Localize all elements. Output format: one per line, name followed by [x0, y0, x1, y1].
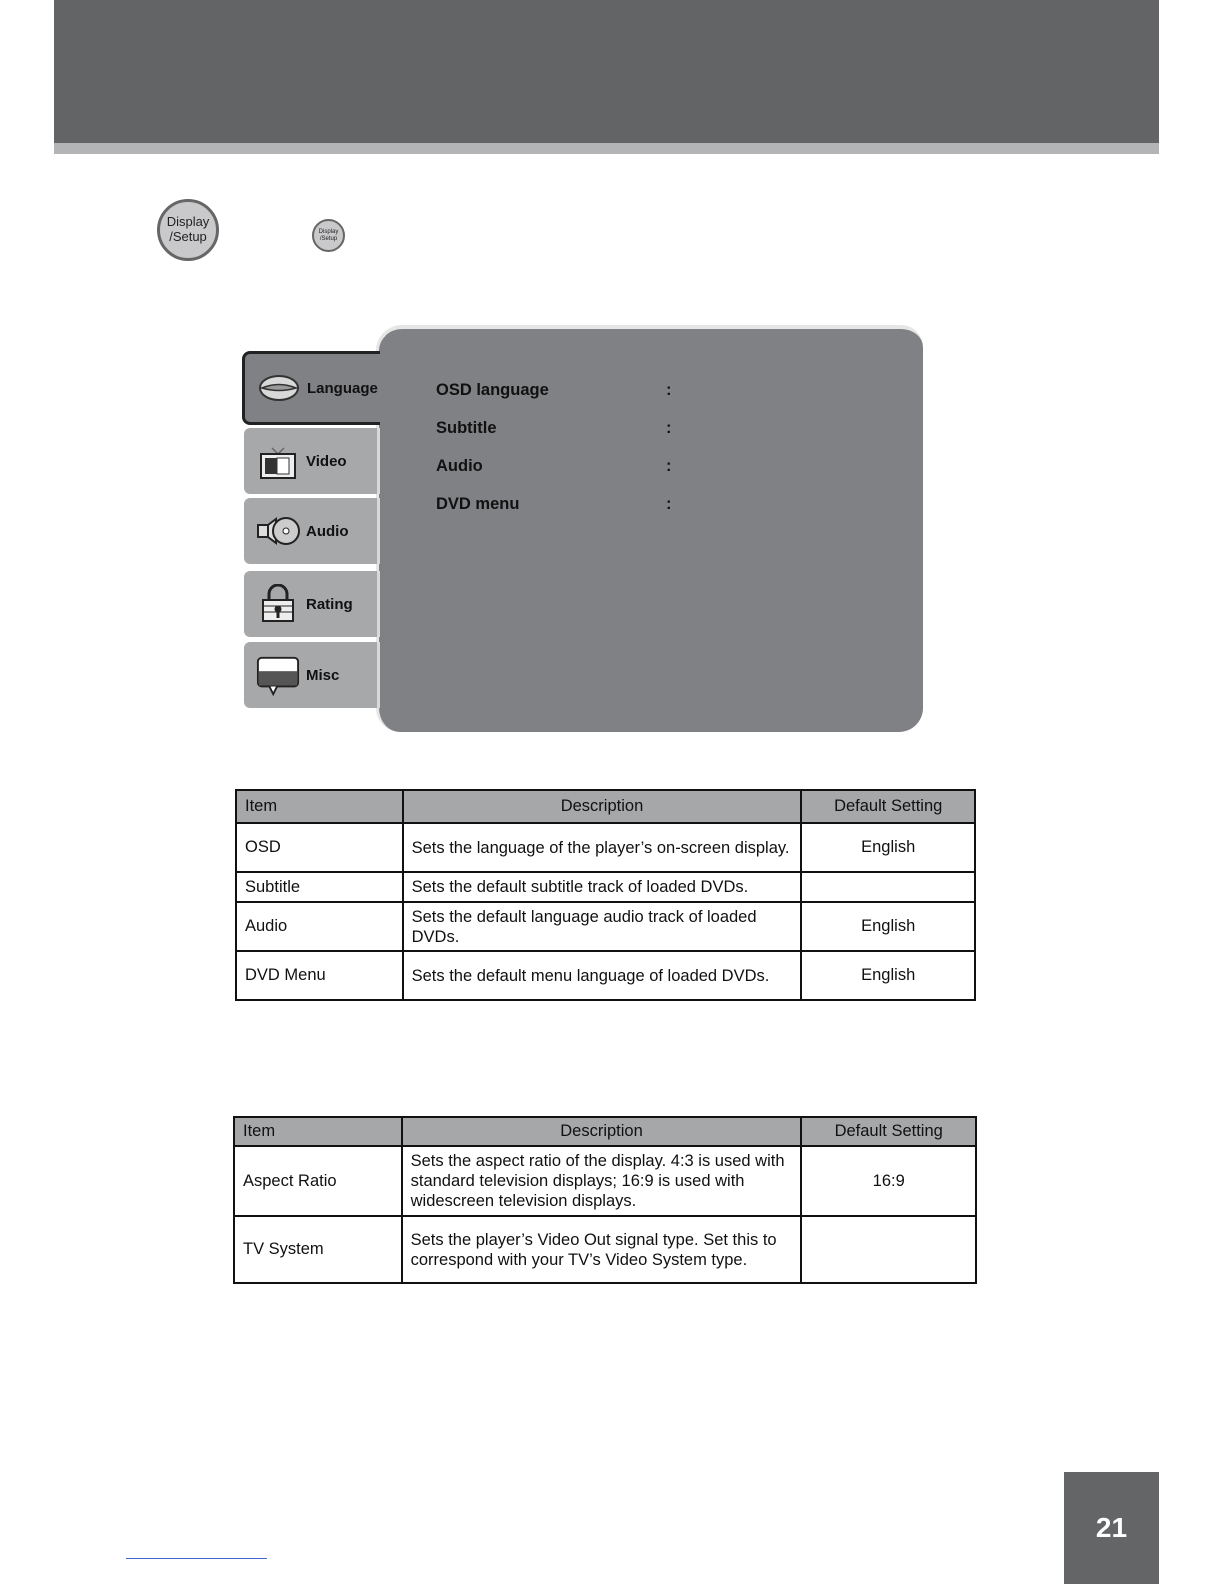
- cell-default: English: [801, 823, 975, 872]
- cell-item: Aspect Ratio: [234, 1146, 402, 1216]
- lips-icon: [257, 368, 301, 408]
- table-row: [236, 951, 975, 1000]
- osd-colon: :: [666, 495, 672, 513]
- cell-item: DVD Menu: [236, 951, 403, 1000]
- display-setup-button-small: [312, 219, 345, 252]
- cell-description: [403, 823, 802, 872]
- description-text: Sets the aspect ratio of the display. 4:3 is used with standard television displays; 16:9 is used with widescreen television displays.: [410, 1152, 785, 1210]
- cell-description: [403, 951, 802, 1000]
- tv-icon: [256, 441, 300, 481]
- header-band: [54, 0, 1159, 143]
- table-row: [234, 1216, 976, 1283]
- description-text: Sets the default language audio track of loaded DVDs.: [411, 907, 757, 946]
- header-stripe: [54, 143, 1159, 154]
- tab-audio[interactable]: [244, 498, 380, 564]
- speech-bubble-icon: [256, 655, 300, 695]
- table-row: [236, 872, 975, 902]
- display-setup-small-line2: /Setup: [319, 235, 338, 242]
- footer-line: [126, 1558, 267, 1559]
- table-header-row: [236, 790, 975, 823]
- col-header-default: Default Setting: [801, 1117, 976, 1146]
- tab-rating-label: Rating: [306, 595, 353, 613]
- description-text: Sets the default menu language of loaded DVDs.: [411, 966, 770, 985]
- col-header-default: Default Setting: [801, 790, 975, 823]
- cell-description: [403, 872, 802, 902]
- cell-item: TV System: [234, 1216, 402, 1283]
- video-settings-table: [233, 1116, 977, 1284]
- tab-language-label: Language: [307, 379, 378, 397]
- display-setup-button: [157, 199, 219, 261]
- osd-row-dvd-menu[interactable]: DVD menu: [436, 495, 520, 513]
- description-text: Sets the player’s Video Out signal type. Set this to correspond with your TV’s Video System type.: [410, 1230, 777, 1269]
- description-text: Sets the language of the player’s on-screen display.: [411, 838, 790, 857]
- cell-item: Audio: [236, 902, 403, 951]
- lock-icon: [256, 584, 300, 624]
- osd-colon: :: [666, 457, 672, 475]
- display-setup-line1: Display: [166, 214, 210, 230]
- tab-rating[interactable]: [244, 571, 380, 637]
- page-number: 21: [1064, 1472, 1159, 1584]
- col-header-description: Description: [403, 790, 802, 823]
- cell-description: [402, 1146, 802, 1216]
- tab-video-label: Video: [306, 452, 347, 470]
- cell-item: Subtitle: [236, 872, 403, 902]
- speaker-disc-icon: [256, 511, 300, 551]
- col-header-item: Item: [236, 790, 403, 823]
- osd-colon: :: [666, 419, 672, 437]
- description-text: Sets the default subtitle track of loaded DVDs.: [411, 878, 749, 896]
- osd-colon: :: [666, 381, 672, 399]
- cell-description: [403, 902, 802, 951]
- tab-misc-label: Misc: [306, 666, 340, 684]
- cell-default: English: [801, 951, 975, 1000]
- tab-video[interactable]: [244, 428, 380, 494]
- language-settings-table: [235, 789, 976, 1001]
- tab-audio-label: Audio: [306, 522, 349, 540]
- cell-default: English: [801, 902, 975, 951]
- cell-default: 16:9: [801, 1146, 976, 1216]
- cell-default: [801, 872, 975, 902]
- cell-item: OSD: [236, 823, 403, 872]
- col-header-item: Item: [234, 1117, 402, 1146]
- table-row: [236, 823, 975, 872]
- osd-row-osd-language[interactable]: OSD language: [436, 381, 549, 399]
- table-row: [234, 1146, 976, 1216]
- tab-misc[interactable]: [244, 642, 380, 708]
- display-setup-small-line1: Display: [318, 228, 339, 235]
- osd-row-subtitle[interactable]: Subtitle: [436, 419, 497, 437]
- col-header-description: Description: [402, 1117, 802, 1146]
- display-setup-line2: /Setup: [169, 229, 207, 244]
- table-row: [236, 902, 975, 951]
- cell-description: [402, 1216, 802, 1283]
- cell-default: [801, 1216, 976, 1283]
- table-header-row: [234, 1117, 976, 1146]
- osd-row-audio[interactable]: Audio: [436, 457, 483, 475]
- tab-language[interactable]: [242, 351, 380, 425]
